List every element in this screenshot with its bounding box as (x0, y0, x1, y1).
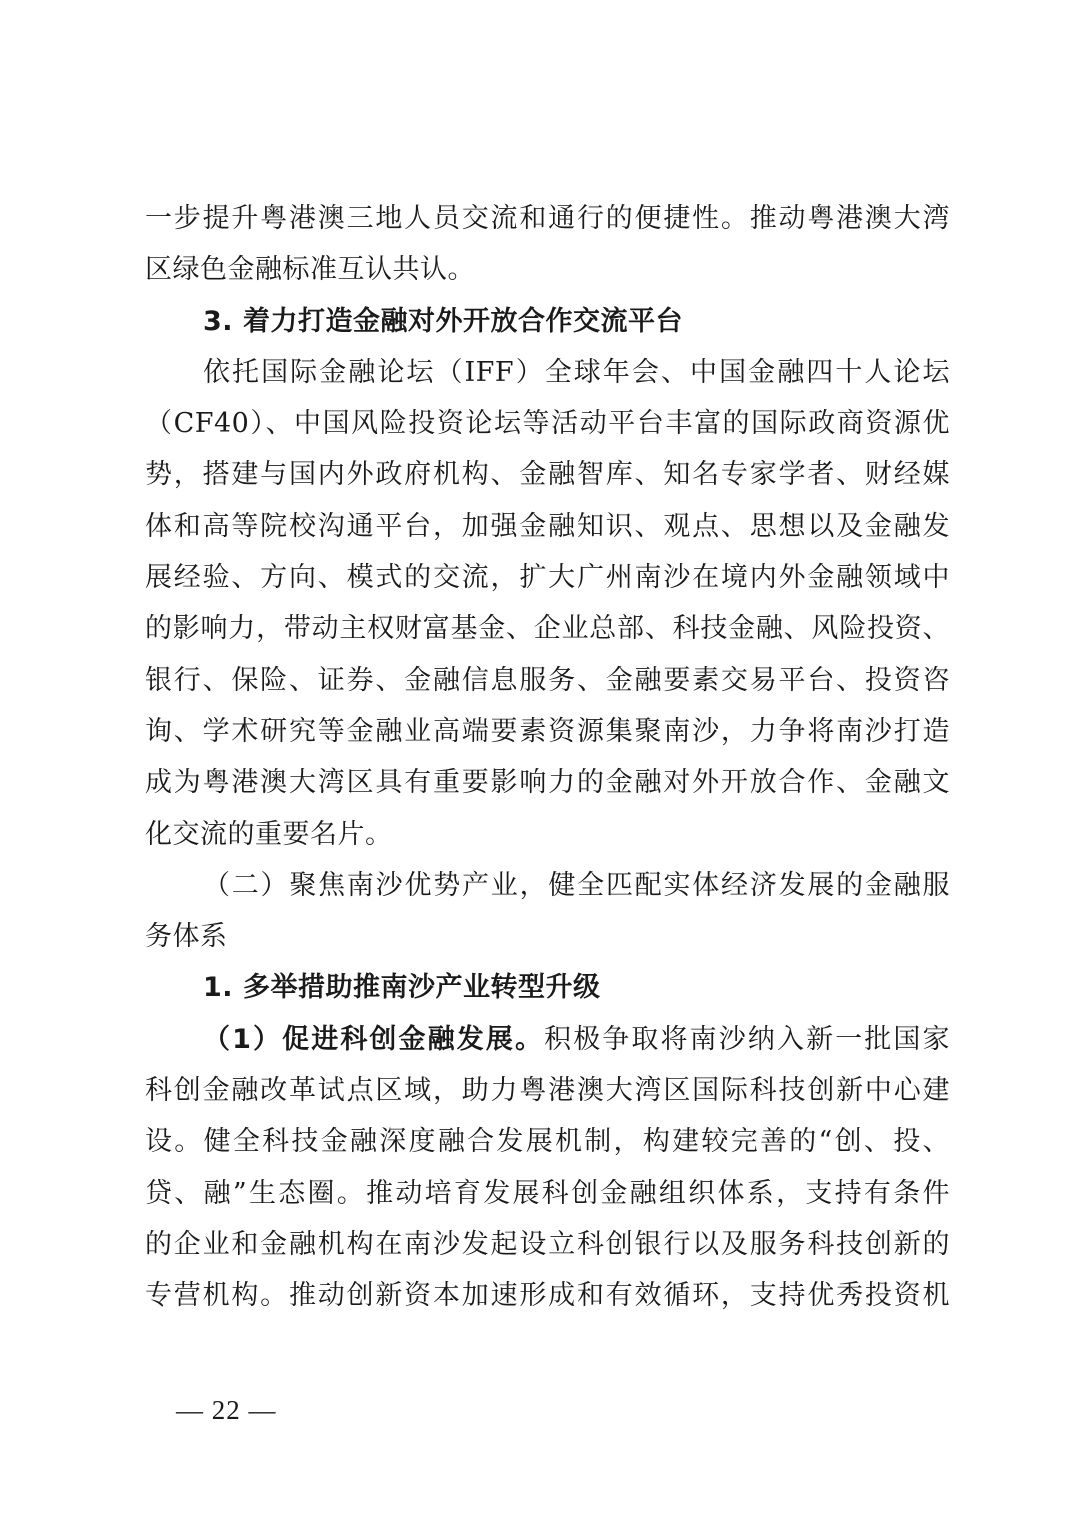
text-line: 询、学术研究等金融业高端要素资源集聚南沙，力争将南沙打造 (145, 715, 950, 747)
text-line: 化交流的重要名片。 (145, 818, 393, 850)
text-line: 区绿色金融标准互认共认。 (145, 254, 475, 286)
text-line: 设。健全科技金融深度融合发展机制，构建较完善的“创、投、 (145, 1126, 950, 1158)
text-line: 科创金融改革试点区域，助力粤港澳大湾区国际科技创新中心建 (145, 1075, 950, 1107)
subsection-heading: 3. 着力打造金融对外开放合作交流平台 (203, 305, 683, 337)
item-lead-bold: （1）促进科创金融发展。 (203, 1023, 545, 1055)
text-line: 银行、保险、证券、金融信息服务、金融要素交易平台、投资咨 (145, 664, 950, 696)
text-line: 成为粤港澳大湾区具有重要影响力的金融对外开放合作、金融文 (145, 767, 950, 799)
item-lead-rest: 积极争取将南沙纳入新一批国家 (544, 1023, 950, 1055)
text-line: 的影响力，带动主权财富基金、企业总部、科技金融、风险投资、 (145, 613, 950, 645)
text-line: 体和高等院校沟通平台，加强金融知识、观点、思想以及金融发 (145, 510, 950, 542)
section-heading-line: （二）聚焦南沙优势产业，健全匹配实体经济发展的金融服 (203, 869, 950, 901)
text-line: 势，搭建与国内外政府机构、金融智库、知名专家学者、财经媒 (145, 459, 950, 491)
page-number: — 22 — (176, 1395, 277, 1425)
text-line: 的企业和金融机构在南沙发起设立科创银行以及服务科技创新的 (145, 1228, 950, 1260)
text-line: 一步提升粤港澳三地人员交流和通行的便捷性。推动粤港澳大湾 (145, 203, 950, 234)
text-line: （CF40）、中国风险投资论坛等活动平台丰富的国际政商资源优 (145, 408, 950, 440)
text-line: 展经验、方向、模式的交流，扩大广州南沙在境内外金融领域中 (145, 562, 950, 594)
text-line: 贷、融”生态圈。推动培育发展科创金融组织体系，支持有条件 (145, 1177, 950, 1209)
document-page (145, 193, 950, 1322)
text-line: 依托国际金融论坛（IFF）全球年会、中国金融四十人论坛 (203, 356, 950, 388)
section-heading-line: 务体系 (145, 921, 228, 953)
text-line: 专营机构。推动创新资本加速形成和有效循环，支持优秀投资机 (145, 1280, 950, 1312)
subsection-heading: 1. 多举措助推南沙产业转型升级 (203, 972, 601, 1004)
text-line (145, 1014, 950, 1065)
